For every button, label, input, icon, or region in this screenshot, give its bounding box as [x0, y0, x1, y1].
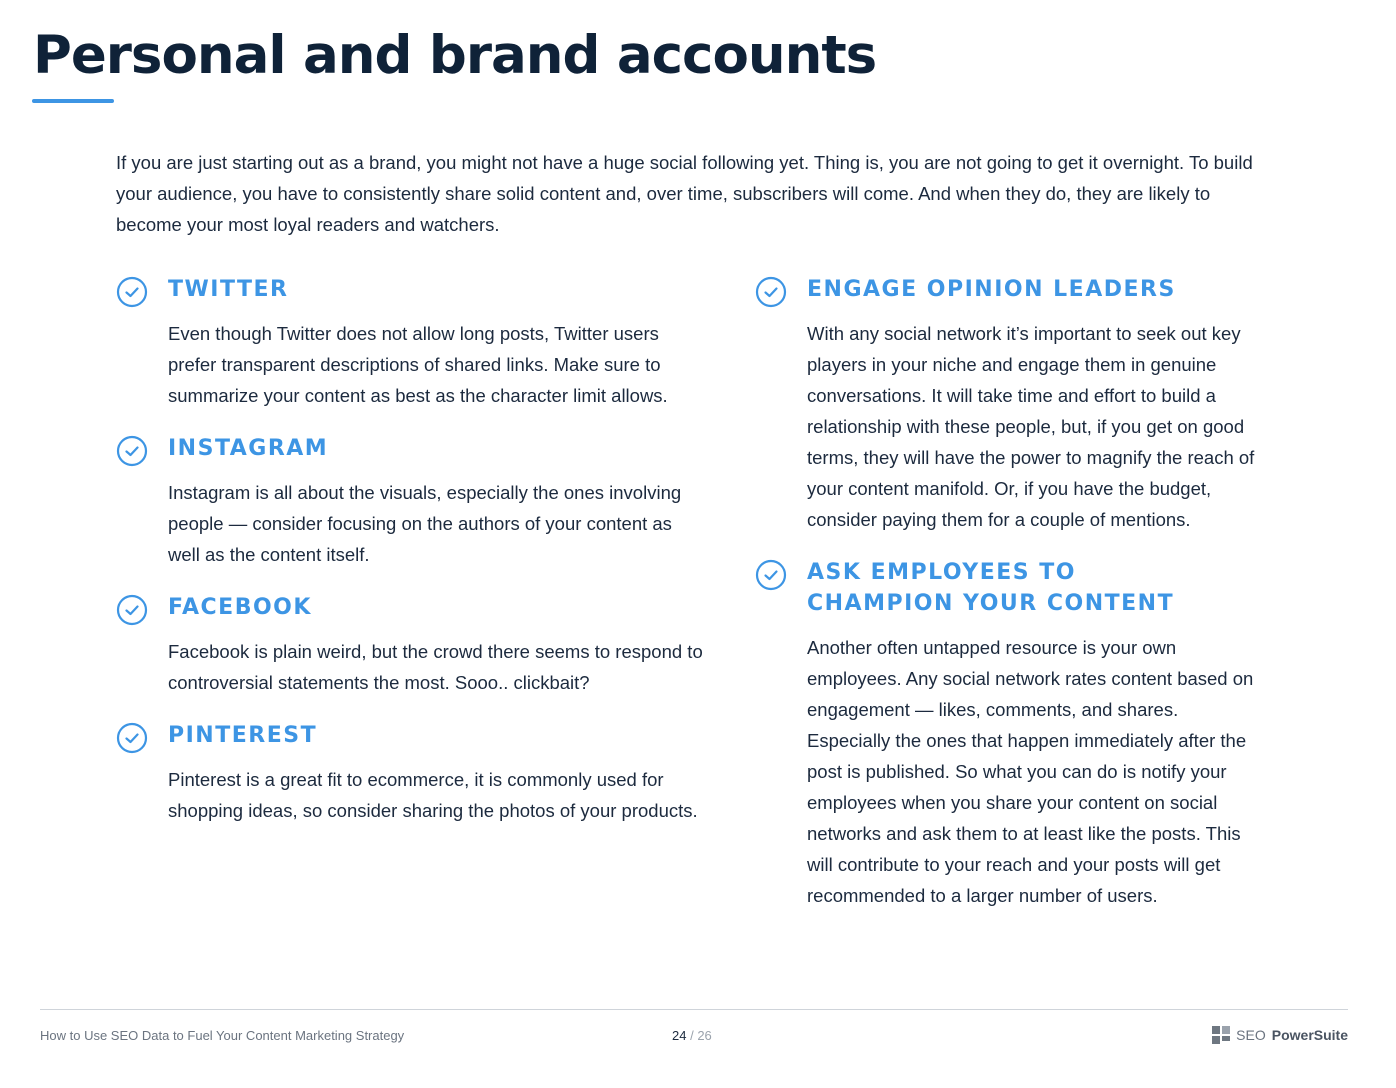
intro-paragraph: If you are just starting out as a brand, you might not have a huge social following yet. Thing is, you are not going to get it overnight. To build your audience, you have to consistently share solid content and, over time, subscribers will come. And when they do, they are likely to become your most loyal readers and watchers.: [116, 152, 1253, 235]
brand-logo: [1212, 1026, 1348, 1044]
brand-name: PowerSuite: [1271, 1027, 1348, 1043]
item-body: Instagram is all about the visuals, especially the ones involving people — consider focusing on the authors of your content as well as the content itself.: [168, 482, 682, 565]
check-circle-icon: [116, 435, 148, 467]
list-item: [755, 274, 1275, 535]
item-body: Pinterest is a great fit to ecommerce, it is commonly used for shopping ideas, so consider sharing the photos of your products.: [168, 769, 698, 821]
check-circle-icon: [116, 722, 148, 754]
left-column: [116, 274, 716, 848]
footer-divider: [40, 1009, 1348, 1010]
item-title: ASK EMPLOYEES TO CHAMPION YOUR CONTENT: [807, 560, 1175, 616]
title-underline: [32, 99, 114, 103]
right-column: [755, 274, 1275, 933]
list-item: [116, 274, 716, 411]
item-title: PINTEREST: [168, 723, 318, 748]
item-title: ENGAGE OPINION LEADERS: [807, 277, 1176, 302]
check-circle-icon: [116, 276, 148, 308]
footer-doc-title: How to Use SEO Data to Fuel Your Content Marketing Strategy: [40, 1028, 405, 1043]
page-total: 26: [697, 1028, 712, 1043]
item-title: INSTAGRAM: [168, 436, 329, 461]
check-circle-icon: [755, 559, 787, 591]
list-item: [116, 433, 716, 570]
item-body: Facebook is plain weird, but the crowd there seems to respond to controversial statements the most. Sooo.. clickbait?: [168, 641, 703, 693]
brand-prefix: SEO: [1236, 1027, 1266, 1043]
grid-logo-icon: [1212, 1026, 1230, 1044]
page-current: 24: [672, 1028, 687, 1043]
page-number: [672, 1028, 712, 1043]
page-title: Personal and brand accounts: [33, 25, 877, 86]
item-title: FACEBOOK: [168, 595, 312, 620]
page-separator: /: [686, 1028, 698, 1043]
list-item: [116, 720, 716, 826]
item-body: With any social network it’s important to seek out key players in your niche and engage them in genuine conversations. It will take time and effort to build a relationship with these people, but, if you get on good terms, they will have the power to magnify the reach of your content manifold. Or, if you have the budget, consider paying them for a couple of mentions.: [807, 323, 1255, 530]
check-circle-icon: [116, 594, 148, 626]
list-item: [116, 592, 716, 698]
check-circle-icon: [755, 276, 787, 308]
item-body: Another often untapped resource is your own employees. Any social network rates content based on engagement — likes, comments, and shares. Especially the ones that happen immediately after the post is published. So what you can do is notify your employees when you share your content on social networks and ask them to at least like the posts. This will contribute to your reach and your posts will get recommended to a larger number of users.: [807, 637, 1254, 906]
item-body: Even though Twitter does not allow long posts, Twitter users prefer transparent descriptions of shared links. Make sure to summarize your content as best as the character limit allows.: [168, 323, 668, 406]
item-title: TWITTER: [168, 277, 289, 302]
list-item: [755, 557, 1275, 911]
